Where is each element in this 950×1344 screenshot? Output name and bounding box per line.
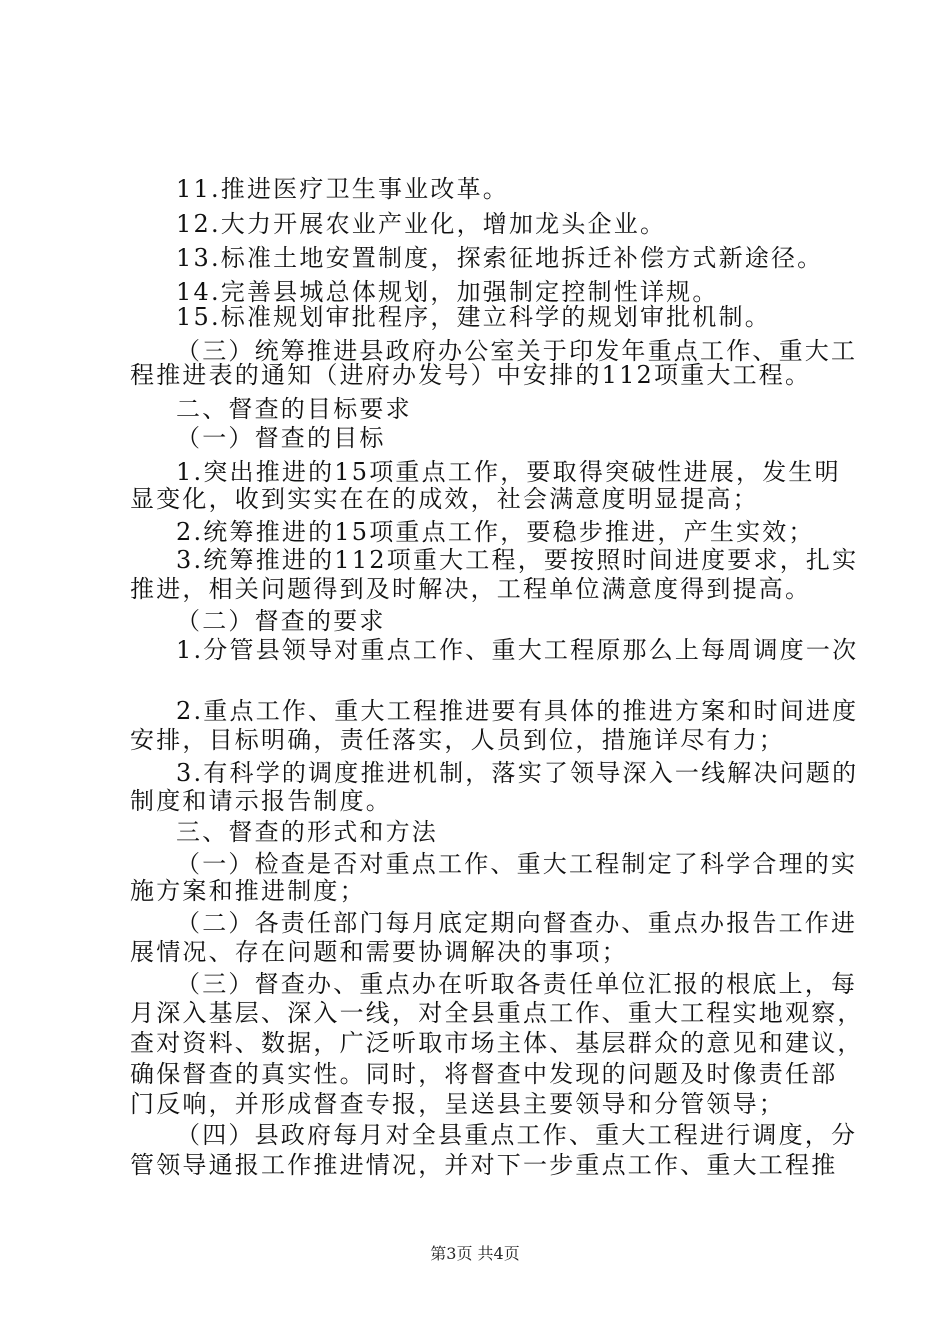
text-line-30: 门反响，并形成督查专报，呈送县主要领导和分管领导； xyxy=(130,1090,785,1118)
text-line-2: 12.大力开展农业产业化，增加龙头企业。 xyxy=(176,210,667,238)
section-heading-3: 三、督查的形式和方法 xyxy=(176,818,438,846)
text-line-6: （三）统筹推进县政府办公室关于印发年重点工作、重大工 xyxy=(176,337,858,365)
text-line-17: 2.重点工作、重大工程推进要有具体的推进方案和时间进度 xyxy=(176,697,859,725)
text-line-14: 推进，相关问题得到及时解决，工程单位满意度得到提高。 xyxy=(130,575,812,603)
text-line-22: （一）检查是否对重点工作、重大工程制定了科学合理的实 xyxy=(176,850,858,878)
page-number-footer: 第3页 共4页 xyxy=(430,1244,520,1263)
text-line-16: 1.分管县领导对重点工作、重大工程原那么上每周调度一次 xyxy=(176,636,859,664)
text-line-24: （二）各责任部门每月底定期向督查办、重点办报告工作进 xyxy=(176,909,858,937)
text-line-23: 施方案和推进制度； xyxy=(130,877,366,905)
text-line-19: 3.有科学的调度推进机制，落实了领导深入一线解决问题的 xyxy=(176,759,859,787)
text-line-4: 14.完善县城总体规划，加强制定控制性详规。 xyxy=(176,278,719,306)
text-line-31: （四）县政府每月对全县重点工作、重大工程进行调度，分 xyxy=(176,1121,858,1149)
section-heading-2: 二、督查的目标要求 xyxy=(176,395,412,423)
subheading-requirements: （二）督查的要求 xyxy=(176,607,386,635)
text-line-20: 制度和请示报告制度。 xyxy=(130,787,392,815)
text-line-3: 13.标准土地安置制度，探索征地拆迁补偿方式新途径。 xyxy=(176,244,824,272)
text-line-27: 月深入基层、深入一线，对全县重点工作、重大工程实地观察， xyxy=(130,999,864,1027)
text-line-32: 管领导通报工作推进情况，并对下一步重点工作、重大工程推 xyxy=(130,1151,838,1179)
text-line-18: 安排，目标明确，责任落实，人员到位，措施详尽有力； xyxy=(130,726,785,754)
text-line-7: 程推进表的通知（进府办发号）中安排的112项重大工程。 xyxy=(130,361,812,389)
text-line-25: 展情况、存在问题和需要协调解决的事项； xyxy=(130,938,628,966)
text-line-28: 查对资料、数据，广泛听取市场主体、基层群众的意见和建议， xyxy=(130,1029,864,1057)
text-line-5: 15.标准规划审批程序，建立科学的规划审批机制。 xyxy=(176,303,771,331)
text-line-12: 2.统筹推进的15项重点工作，要稳步推进，产生实效； xyxy=(176,518,815,546)
text-line-26: （三）督查办、重点办在听取各责任单位汇报的根底上，每 xyxy=(176,970,858,998)
text-line-10: 1.突出推进的15项重点工作，要取得突破性进展，发生明 xyxy=(176,458,841,486)
text-line-1: 11.推进医疗卫生事业改革。 xyxy=(176,175,509,203)
text-line-29: 确保督查的真实性。同时，将督查中发现的问题及时像责任部 xyxy=(130,1060,838,1088)
subheading-goals: （一）督查的目标 xyxy=(176,424,386,452)
text-line-11: 显变化，收到实实在在的成效，社会满意度明显提高； xyxy=(130,485,759,513)
text-line-13: 3.统筹推进的112项重大工程，要按照时间进度要求，扎实 xyxy=(176,546,859,574)
